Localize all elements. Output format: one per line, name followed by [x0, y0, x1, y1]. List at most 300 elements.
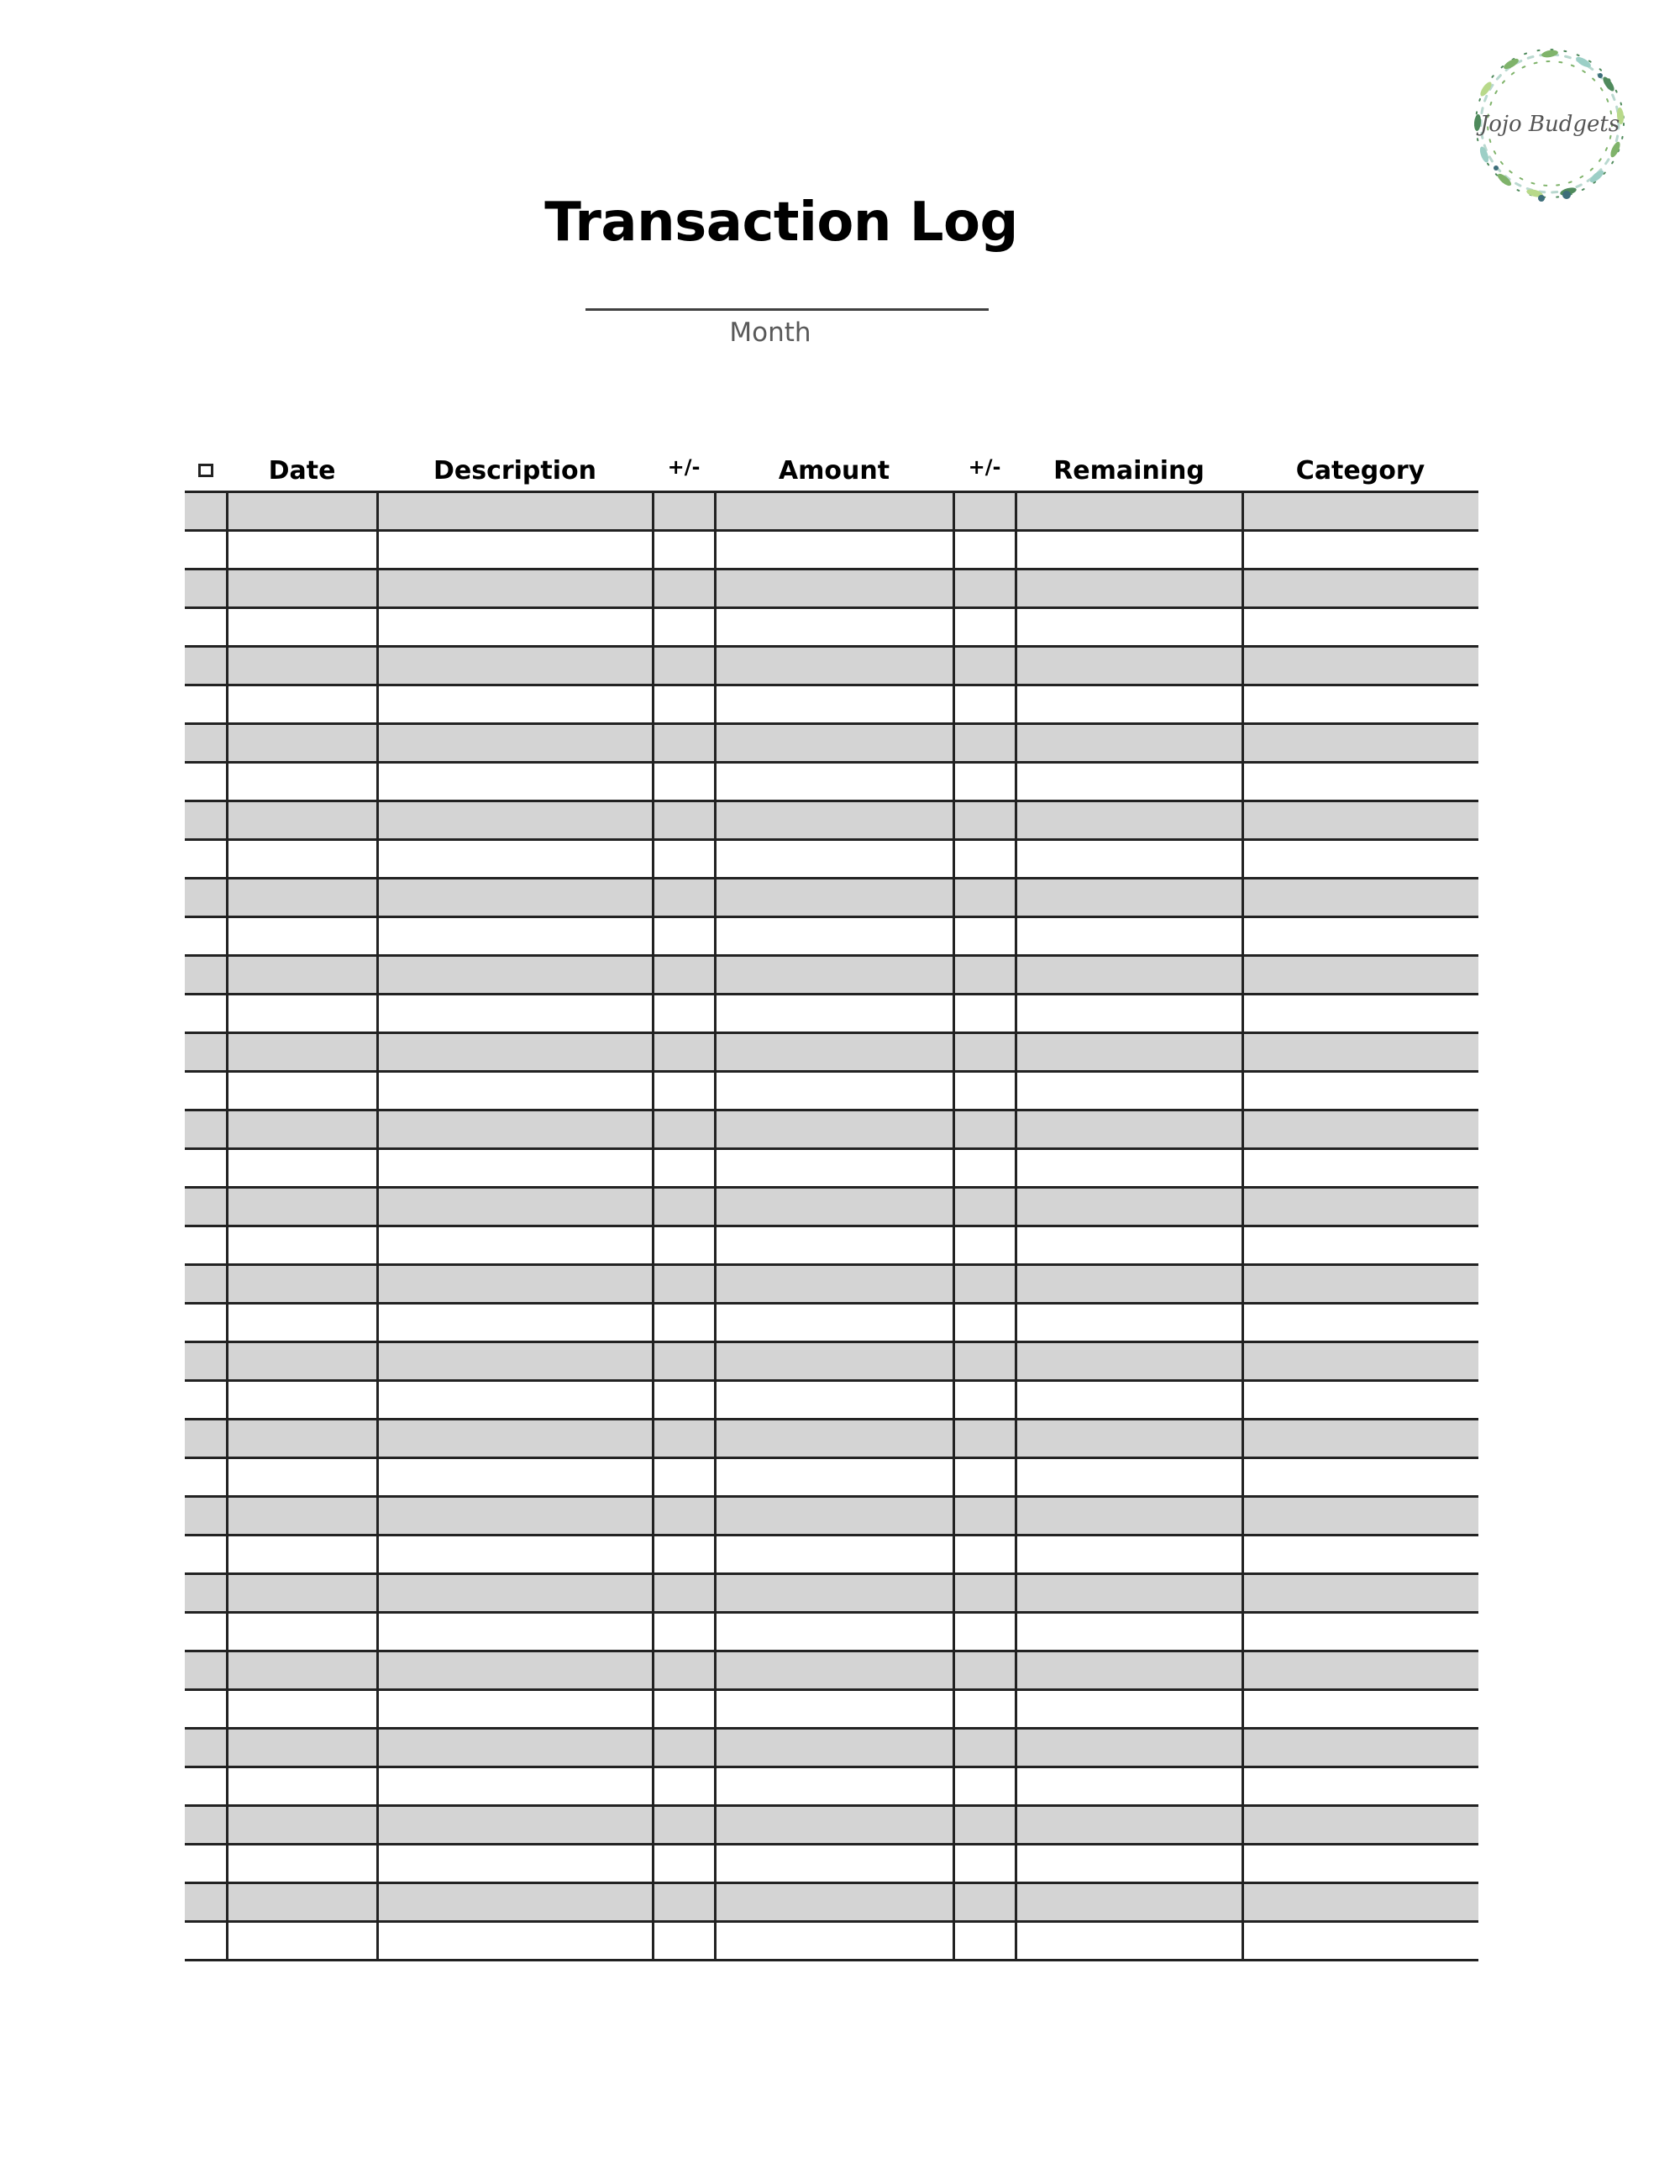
cell-sign2[interactable]	[953, 1188, 1016, 1226]
cell-amount[interactable]	[715, 685, 953, 724]
cell-sign2[interactable]	[953, 995, 1016, 1033]
cell-sign2[interactable]	[953, 1536, 1016, 1574]
cell-sign2[interactable]	[953, 608, 1016, 647]
cell-check[interactable]	[185, 1265, 227, 1304]
cell-date[interactable]	[227, 840, 377, 879]
cell-amount[interactable]	[715, 1304, 953, 1342]
cell-sign1[interactable]	[653, 1767, 715, 1806]
cell-remaining[interactable]	[1016, 879, 1242, 917]
cell-sign2[interactable]	[953, 1729, 1016, 1767]
cell-check[interactable]	[185, 685, 227, 724]
cell-remaining[interactable]	[1016, 1458, 1242, 1497]
cell-check[interactable]	[185, 879, 227, 917]
cell-category[interactable]	[1242, 1304, 1478, 1342]
cell-sign2[interactable]	[953, 1304, 1016, 1342]
cell-description[interactable]	[377, 1536, 653, 1574]
cell-sign2[interactable]	[953, 801, 1016, 840]
cell-description[interactable]	[377, 724, 653, 763]
cell-remaining[interactable]	[1016, 1613, 1242, 1651]
cell-category[interactable]	[1242, 1072, 1478, 1110]
cell-sign2[interactable]	[953, 1806, 1016, 1845]
cell-amount[interactable]	[715, 1033, 953, 1072]
cell-description[interactable]	[377, 1149, 653, 1188]
cell-amount[interactable]	[715, 879, 953, 917]
cell-description[interactable]	[377, 1806, 653, 1845]
cell-sign2[interactable]	[953, 1342, 1016, 1381]
cell-remaining[interactable]	[1016, 570, 1242, 608]
cell-sign1[interactable]	[653, 1304, 715, 1342]
cell-remaining[interactable]	[1016, 1381, 1242, 1420]
cell-check[interactable]	[185, 1536, 227, 1574]
cell-category[interactable]	[1242, 1883, 1478, 1922]
cell-amount[interactable]	[715, 1458, 953, 1497]
cell-check[interactable]	[185, 1729, 227, 1767]
cell-check[interactable]	[185, 1226, 227, 1265]
cell-sign2[interactable]	[953, 1033, 1016, 1072]
cell-check[interactable]	[185, 608, 227, 647]
cell-check[interactable]	[185, 1497, 227, 1536]
cell-sign2[interactable]	[953, 1420, 1016, 1458]
cell-date[interactable]	[227, 1149, 377, 1188]
cell-amount[interactable]	[715, 570, 953, 608]
cell-description[interactable]	[377, 1110, 653, 1149]
cell-amount[interactable]	[715, 1651, 953, 1690]
cell-sign2[interactable]	[953, 1149, 1016, 1188]
cell-check[interactable]	[185, 1574, 227, 1613]
cell-description[interactable]	[377, 1033, 653, 1072]
cell-amount[interactable]	[715, 647, 953, 685]
cell-sign2[interactable]	[953, 685, 1016, 724]
cell-date[interactable]	[227, 1304, 377, 1342]
cell-amount[interactable]	[715, 1381, 953, 1420]
cell-remaining[interactable]	[1016, 1922, 1242, 1961]
cell-sign1[interactable]	[653, 1729, 715, 1767]
cell-sign2[interactable]	[953, 570, 1016, 608]
cell-date[interactable]	[227, 1690, 377, 1729]
cell-sign1[interactable]	[653, 801, 715, 840]
cell-sign2[interactable]	[953, 531, 1016, 570]
cell-sign1[interactable]	[653, 956, 715, 995]
cell-sign2[interactable]	[953, 724, 1016, 763]
cell-sign2[interactable]	[953, 1883, 1016, 1922]
cell-description[interactable]	[377, 1497, 653, 1536]
cell-check[interactable]	[185, 1342, 227, 1381]
cell-description[interactable]	[377, 1845, 653, 1883]
cell-description[interactable]	[377, 1265, 653, 1304]
cell-amount[interactable]	[715, 1845, 953, 1883]
cell-category[interactable]	[1242, 1497, 1478, 1536]
cell-date[interactable]	[227, 531, 377, 570]
cell-category[interactable]	[1242, 1342, 1478, 1381]
cell-description[interactable]	[377, 1304, 653, 1342]
cell-category[interactable]	[1242, 492, 1478, 531]
cell-description[interactable]	[377, 1226, 653, 1265]
cell-check[interactable]	[185, 1690, 227, 1729]
cell-amount[interactable]	[715, 1420, 953, 1458]
cell-check[interactable]	[185, 1922, 227, 1961]
cell-sign2[interactable]	[953, 763, 1016, 801]
cell-description[interactable]	[377, 879, 653, 917]
cell-remaining[interactable]	[1016, 1342, 1242, 1381]
cell-remaining[interactable]	[1016, 1845, 1242, 1883]
cell-amount[interactable]	[715, 1110, 953, 1149]
cell-remaining[interactable]	[1016, 1497, 1242, 1536]
cell-sign1[interactable]	[653, 1613, 715, 1651]
cell-remaining[interactable]	[1016, 1110, 1242, 1149]
cell-category[interactable]	[1242, 763, 1478, 801]
cell-sign1[interactable]	[653, 1922, 715, 1961]
cell-date[interactable]	[227, 1381, 377, 1420]
cell-amount[interactable]	[715, 1883, 953, 1922]
cell-description[interactable]	[377, 1188, 653, 1226]
cell-sign1[interactable]	[653, 917, 715, 956]
cell-description[interactable]	[377, 1922, 653, 1961]
cell-sign2[interactable]	[953, 956, 1016, 995]
cell-description[interactable]	[377, 840, 653, 879]
cell-remaining[interactable]	[1016, 1149, 1242, 1188]
cell-sign1[interactable]	[653, 608, 715, 647]
cell-check[interactable]	[185, 647, 227, 685]
cell-sign2[interactable]	[953, 647, 1016, 685]
cell-sign2[interactable]	[953, 1110, 1016, 1149]
cell-sign2[interactable]	[953, 1497, 1016, 1536]
cell-remaining[interactable]	[1016, 1651, 1242, 1690]
cell-date[interactable]	[227, 492, 377, 531]
cell-sign1[interactable]	[653, 1690, 715, 1729]
cell-sign1[interactable]	[653, 1458, 715, 1497]
cell-remaining[interactable]	[1016, 608, 1242, 647]
cell-sign1[interactable]	[653, 1806, 715, 1845]
cell-category[interactable]	[1242, 1729, 1478, 1767]
cell-check[interactable]	[185, 1033, 227, 1072]
cell-sign2[interactable]	[953, 492, 1016, 531]
cell-remaining[interactable]	[1016, 1767, 1242, 1806]
cell-check[interactable]	[185, 1767, 227, 1806]
cell-amount[interactable]	[715, 724, 953, 763]
cell-sign1[interactable]	[653, 1845, 715, 1883]
cell-check[interactable]	[185, 1072, 227, 1110]
cell-date[interactable]	[227, 647, 377, 685]
cell-category[interactable]	[1242, 1767, 1478, 1806]
cell-remaining[interactable]	[1016, 1072, 1242, 1110]
cell-description[interactable]	[377, 1458, 653, 1497]
cell-remaining[interactable]	[1016, 1729, 1242, 1767]
cell-sign1[interactable]	[653, 1883, 715, 1922]
cell-check[interactable]	[185, 1420, 227, 1458]
cell-description[interactable]	[377, 608, 653, 647]
cell-check[interactable]	[185, 956, 227, 995]
cell-date[interactable]	[227, 1651, 377, 1690]
cell-remaining[interactable]	[1016, 763, 1242, 801]
cell-date[interactable]	[227, 1767, 377, 1806]
cell-category[interactable]	[1242, 840, 1478, 879]
cell-check[interactable]	[185, 531, 227, 570]
cell-sign1[interactable]	[653, 1226, 715, 1265]
cell-check[interactable]	[185, 1845, 227, 1883]
cell-category[interactable]	[1242, 608, 1478, 647]
cell-check[interactable]	[185, 763, 227, 801]
cell-check[interactable]	[185, 840, 227, 879]
cell-description[interactable]	[377, 995, 653, 1033]
cell-date[interactable]	[227, 570, 377, 608]
cell-date[interactable]	[227, 1420, 377, 1458]
cell-check[interactable]	[185, 1188, 227, 1226]
cell-category[interactable]	[1242, 1110, 1478, 1149]
cell-category[interactable]	[1242, 685, 1478, 724]
cell-sign1[interactable]	[653, 1536, 715, 1574]
cell-date[interactable]	[227, 1033, 377, 1072]
cell-amount[interactable]	[715, 917, 953, 956]
cell-date[interactable]	[227, 1536, 377, 1574]
cell-date[interactable]	[227, 1806, 377, 1845]
cell-remaining[interactable]	[1016, 685, 1242, 724]
cell-category[interactable]	[1242, 1149, 1478, 1188]
cell-sign1[interactable]	[653, 840, 715, 879]
cell-amount[interactable]	[715, 531, 953, 570]
cell-category[interactable]	[1242, 1536, 1478, 1574]
cell-sign1[interactable]	[653, 995, 715, 1033]
cell-check[interactable]	[185, 492, 227, 531]
cell-sign1[interactable]	[653, 492, 715, 531]
cell-category[interactable]	[1242, 531, 1478, 570]
cell-category[interactable]	[1242, 1226, 1478, 1265]
cell-sign1[interactable]	[653, 1110, 715, 1149]
cell-date[interactable]	[227, 685, 377, 724]
cell-amount[interactable]	[715, 1226, 953, 1265]
cell-remaining[interactable]	[1016, 1536, 1242, 1574]
cell-date[interactable]	[227, 1226, 377, 1265]
cell-remaining[interactable]	[1016, 531, 1242, 570]
cell-remaining[interactable]	[1016, 1806, 1242, 1845]
cell-date[interactable]	[227, 608, 377, 647]
cell-date[interactable]	[227, 1845, 377, 1883]
cell-category[interactable]	[1242, 879, 1478, 917]
cell-description[interactable]	[377, 570, 653, 608]
cell-description[interactable]	[377, 647, 653, 685]
cell-date[interactable]	[227, 1188, 377, 1226]
cell-date[interactable]	[227, 1922, 377, 1961]
cell-sign1[interactable]	[653, 1381, 715, 1420]
cell-date[interactable]	[227, 1110, 377, 1149]
cell-sign2[interactable]	[953, 1381, 1016, 1420]
cell-date[interactable]	[227, 956, 377, 995]
cell-sign2[interactable]	[953, 1651, 1016, 1690]
cell-description[interactable]	[377, 531, 653, 570]
cell-sign1[interactable]	[653, 1342, 715, 1381]
cell-amount[interactable]	[715, 1574, 953, 1613]
cell-sign1[interactable]	[653, 724, 715, 763]
cell-check[interactable]	[185, 995, 227, 1033]
cell-amount[interactable]	[715, 1072, 953, 1110]
cell-sign2[interactable]	[953, 1574, 1016, 1613]
cell-sign1[interactable]	[653, 763, 715, 801]
cell-category[interactable]	[1242, 801, 1478, 840]
cell-sign2[interactable]	[953, 1072, 1016, 1110]
cell-description[interactable]	[377, 1381, 653, 1420]
cell-description[interactable]	[377, 1072, 653, 1110]
cell-sign1[interactable]	[653, 879, 715, 917]
cell-sign1[interactable]	[653, 1420, 715, 1458]
cell-date[interactable]	[227, 1342, 377, 1381]
cell-amount[interactable]	[715, 1922, 953, 1961]
cell-description[interactable]	[377, 1690, 653, 1729]
cell-check[interactable]	[185, 1110, 227, 1149]
cell-sign2[interactable]	[953, 1458, 1016, 1497]
cell-sign1[interactable]	[653, 1574, 715, 1613]
cell-remaining[interactable]	[1016, 647, 1242, 685]
cell-category[interactable]	[1242, 1188, 1478, 1226]
cell-description[interactable]	[377, 1574, 653, 1613]
cell-date[interactable]	[227, 1072, 377, 1110]
cell-amount[interactable]	[715, 1613, 953, 1651]
cell-sign2[interactable]	[953, 1922, 1016, 1961]
cell-date[interactable]	[227, 879, 377, 917]
cell-remaining[interactable]	[1016, 1304, 1242, 1342]
cell-check[interactable]	[185, 1883, 227, 1922]
cell-check[interactable]	[185, 1381, 227, 1420]
cell-description[interactable]	[377, 685, 653, 724]
cell-category[interactable]	[1242, 1613, 1478, 1651]
cell-description[interactable]	[377, 1767, 653, 1806]
cell-remaining[interactable]	[1016, 492, 1242, 531]
cell-amount[interactable]	[715, 608, 953, 647]
cell-remaining[interactable]	[1016, 917, 1242, 956]
cell-category[interactable]	[1242, 1033, 1478, 1072]
cell-category[interactable]	[1242, 1458, 1478, 1497]
cell-amount[interactable]	[715, 1536, 953, 1574]
cell-category[interactable]	[1242, 1806, 1478, 1845]
cell-date[interactable]	[227, 1574, 377, 1613]
cell-check[interactable]	[185, 1651, 227, 1690]
cell-category[interactable]	[1242, 1574, 1478, 1613]
cell-sign2[interactable]	[953, 1613, 1016, 1651]
cell-check[interactable]	[185, 801, 227, 840]
cell-sign1[interactable]	[653, 1265, 715, 1304]
cell-date[interactable]	[227, 801, 377, 840]
cell-sign1[interactable]	[653, 1497, 715, 1536]
cell-check[interactable]	[185, 917, 227, 956]
month-fill-line[interactable]	[585, 308, 989, 311]
cell-description[interactable]	[377, 1342, 653, 1381]
cell-description[interactable]	[377, 763, 653, 801]
cell-amount[interactable]	[715, 1265, 953, 1304]
cell-sign2[interactable]	[953, 840, 1016, 879]
cell-amount[interactable]	[715, 1767, 953, 1806]
cell-description[interactable]	[377, 801, 653, 840]
cell-description[interactable]	[377, 956, 653, 995]
cell-date[interactable]	[227, 1883, 377, 1922]
cell-check[interactable]	[185, 1806, 227, 1845]
cell-remaining[interactable]	[1016, 956, 1242, 995]
cell-amount[interactable]	[715, 763, 953, 801]
cell-description[interactable]	[377, 492, 653, 531]
cell-check[interactable]	[185, 1149, 227, 1188]
cell-sign2[interactable]	[953, 1226, 1016, 1265]
cell-amount[interactable]	[715, 1342, 953, 1381]
cell-amount[interactable]	[715, 956, 953, 995]
cell-amount[interactable]	[715, 1729, 953, 1767]
cell-category[interactable]	[1242, 956, 1478, 995]
cell-amount[interactable]	[715, 1188, 953, 1226]
cell-remaining[interactable]	[1016, 1574, 1242, 1613]
cell-category[interactable]	[1242, 1265, 1478, 1304]
cell-amount[interactable]	[715, 1690, 953, 1729]
cell-check[interactable]	[185, 1613, 227, 1651]
cell-sign2[interactable]	[953, 917, 1016, 956]
cell-sign2[interactable]	[953, 1690, 1016, 1729]
cell-amount[interactable]	[715, 1806, 953, 1845]
cell-date[interactable]	[227, 917, 377, 956]
cell-category[interactable]	[1242, 1420, 1478, 1458]
cell-sign1[interactable]	[653, 1033, 715, 1072]
cell-sign1[interactable]	[653, 1072, 715, 1110]
cell-sign2[interactable]	[953, 1845, 1016, 1883]
cell-description[interactable]	[377, 1729, 653, 1767]
cell-remaining[interactable]	[1016, 1690, 1242, 1729]
cell-date[interactable]	[227, 1458, 377, 1497]
cell-sign2[interactable]	[953, 879, 1016, 917]
cell-category[interactable]	[1242, 724, 1478, 763]
cell-remaining[interactable]	[1016, 1033, 1242, 1072]
cell-remaining[interactable]	[1016, 1420, 1242, 1458]
cell-category[interactable]	[1242, 995, 1478, 1033]
cell-category[interactable]	[1242, 1922, 1478, 1961]
cell-category[interactable]	[1242, 1845, 1478, 1883]
cell-date[interactable]	[227, 763, 377, 801]
cell-category[interactable]	[1242, 570, 1478, 608]
cell-date[interactable]	[227, 1265, 377, 1304]
cell-remaining[interactable]	[1016, 1188, 1242, 1226]
cell-date[interactable]	[227, 1729, 377, 1767]
cell-amount[interactable]	[715, 840, 953, 879]
cell-sign1[interactable]	[653, 1188, 715, 1226]
cell-check[interactable]	[185, 1304, 227, 1342]
cell-amount[interactable]	[715, 801, 953, 840]
cell-check[interactable]	[185, 724, 227, 763]
cell-sign1[interactable]	[653, 685, 715, 724]
cell-category[interactable]	[1242, 917, 1478, 956]
cell-description[interactable]	[377, 1651, 653, 1690]
cell-check[interactable]	[185, 1458, 227, 1497]
cell-description[interactable]	[377, 917, 653, 956]
cell-amount[interactable]	[715, 995, 953, 1033]
cell-description[interactable]	[377, 1883, 653, 1922]
cell-date[interactable]	[227, 1613, 377, 1651]
cell-date[interactable]	[227, 1497, 377, 1536]
cell-date[interactable]	[227, 724, 377, 763]
cell-sign2[interactable]	[953, 1767, 1016, 1806]
cell-category[interactable]	[1242, 647, 1478, 685]
cell-remaining[interactable]	[1016, 1226, 1242, 1265]
cell-amount[interactable]	[715, 492, 953, 531]
cell-sign1[interactable]	[653, 570, 715, 608]
cell-sign1[interactable]	[653, 531, 715, 570]
cell-amount[interactable]	[715, 1149, 953, 1188]
cell-category[interactable]	[1242, 1381, 1478, 1420]
cell-date[interactable]	[227, 995, 377, 1033]
cell-remaining[interactable]	[1016, 724, 1242, 763]
cell-amount[interactable]	[715, 1497, 953, 1536]
cell-sign2[interactable]	[953, 1265, 1016, 1304]
cell-category[interactable]	[1242, 1651, 1478, 1690]
cell-remaining[interactable]	[1016, 801, 1242, 840]
cell-sign1[interactable]	[653, 1149, 715, 1188]
cell-sign1[interactable]	[653, 647, 715, 685]
cell-description[interactable]	[377, 1613, 653, 1651]
cell-remaining[interactable]	[1016, 1265, 1242, 1304]
cell-description[interactable]	[377, 1420, 653, 1458]
cell-remaining[interactable]	[1016, 1883, 1242, 1922]
